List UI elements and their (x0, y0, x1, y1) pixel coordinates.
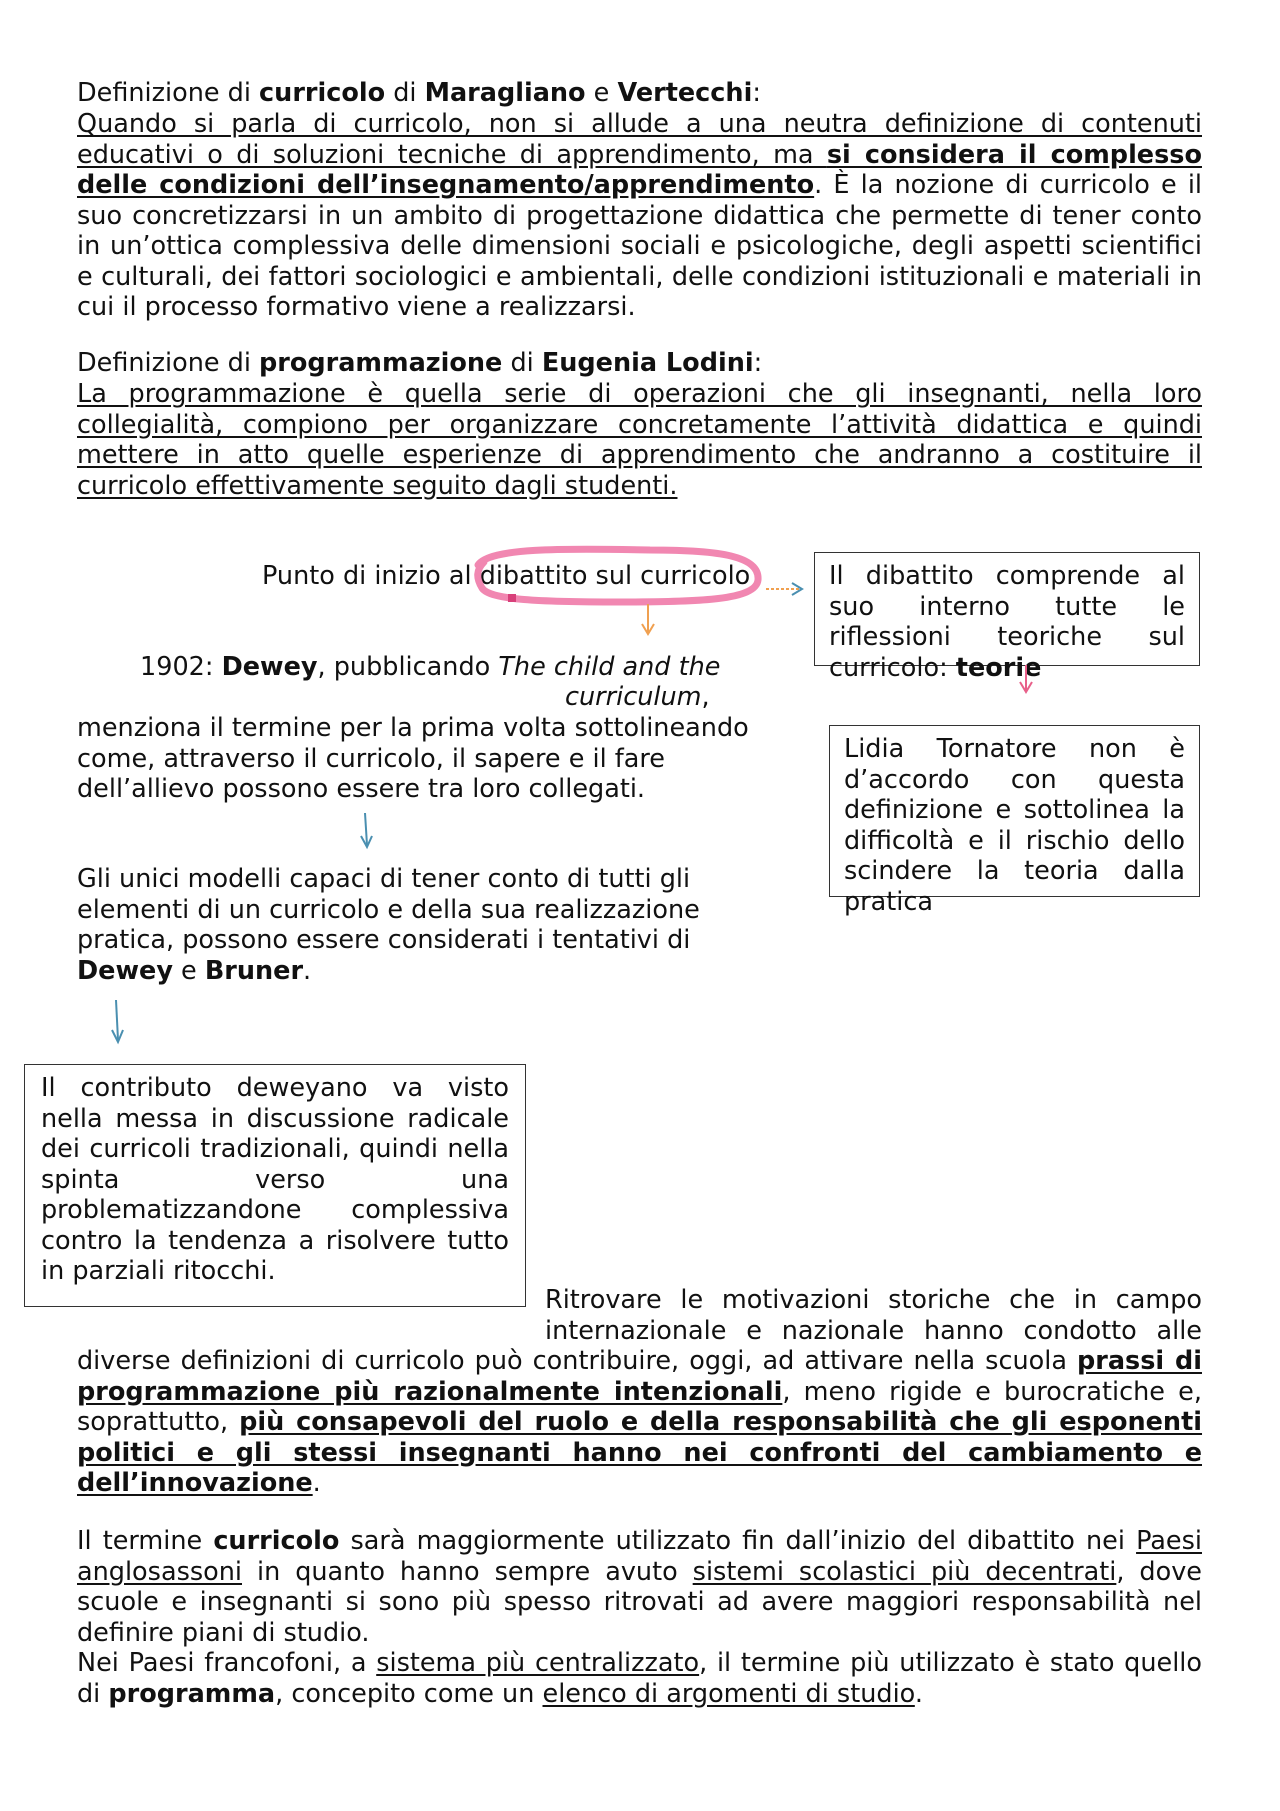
section1-title: Definizione di curricolo di Maragliano e Vertecchi: (77, 78, 761, 108)
section1-paragraph: Quando si parla di curricolo, non si allude a una neutra definizione di contenuti educativi o di soluzioni tecniche di apprendimento, ma si considera il complesso delle condizioni dell’insegnamento/apprendimento. È la nozione di curricolo e il suo concretizzarsi in un ambito di progettazione didattica che permette di tener conto in un’ottica complessiva delle dimensioni sociali e psicologiche, degli aspetti scientifici e culturali, dei fattori sociologici e ambientali, delle condizioni istituzionali e materiali in cui il processo formativo viene a realizzarsi. (77, 109, 1202, 322)
term-programmazione: programmazione (259, 348, 503, 378)
section2-title: Definizione di programmazione di Eugenia Lodini: (77, 348, 763, 378)
author-maragliano: Maragliano (424, 78, 586, 108)
lidia-box: Lidia Tornatore non è d’accordo con questa definizione e sottolinea la difficoltà e il rischio dello scindere la teoria dalla pratica (829, 725, 1200, 897)
models-paragraph: Gli unici modelli capaci di tener conto di tutti gli elementi di un curricolo e della sua realizzazione pratica, possono essere considerati i tentativi di Dewey e Bruner. (77, 864, 700, 986)
section3-paragraph: Ritrovare le motivazioni storiche che in campo internazionale e nazionale hanno condotto alle diverse definizioni di curricolo può contribuire, oggi, ad attivare nella scuola prassi di programmazione più razionalmente intenzionali, meno rigide e burocratiche e, soprattutto, più consapevoli del ruolo e della responsabilità che gli esponenti politici e gli stessi insegnanti hanno nei confronti del cambiamento e dell’innovazione. (77, 1285, 1203, 1498)
section3-wrapper (77, 1285, 1202, 1499)
arrow-to-models-icon (361, 813, 372, 847)
dewey-book-title-cont: curriculum, (565, 682, 710, 712)
arrow-to-contribution-box-icon (112, 1000, 123, 1042)
author-lodini: Eugenia Lodini (541, 348, 754, 378)
dewey-1902-line: 1902: Dewey, pubblicando The child and the (140, 652, 721, 682)
section4-paragraph-2: Nei Paesi francofoni, a sistema più centralizzato, il termine più utilizzato è stato quello di programma, concepito come un elenco di argomenti di studio. (77, 1648, 1202, 1709)
section4-paragraph: Il termine curricolo sarà maggiormente utilizzato fin dall’inizio del dibattito nei Paesi anglosassoni in quanto hanno sempre avuto sistemi scolastici più decentrati, dove scuole e insegnanti si sono più spesso ritrovati ad avere maggiori responsabilità nel definire piani di studio. (77, 1526, 1202, 1648)
arrow-to-debate-box-head-icon (792, 583, 802, 595)
author-vertecchi: Vertecchi (617, 78, 753, 108)
term-curricolo: curricolo (259, 78, 386, 108)
debate-box: Il dibattito comprende al suo interno tutte le riflessioni teoriche sul curricolo: teorie (814, 552, 1200, 666)
highlight-mark (508, 594, 516, 602)
arrow-to-1902-icon (642, 604, 654, 634)
dewey-contribution-box: Il contributo deweyano va visto nella messa in discussione radicale dei curricoli tradizionali, quindi nella spinta verso una problematizzandone complessiva contro la tendenza a risolvere tutto in parziali ritocchi. (24, 1064, 526, 1307)
debate-start-label: Punto di inizio al dibattito sul curricolo (262, 561, 751, 591)
section2-paragraph: La programmazione è quella serie di operazioni che gli insegnanti, nella loro collegialità, compiono per organizzare concretamente l’attività didattica e quindi mettere in atto quelle esperienze di apprendimento che andranno a costituire il curricolo effettivamente seguito dagli studenti. (77, 379, 1202, 501)
dewey-description: menziona il termine per la prima volta sottolineando come, attraverso il curricolo, il sapere e il fare dell’allievo possono essere tra loro collegati. (77, 713, 749, 804)
